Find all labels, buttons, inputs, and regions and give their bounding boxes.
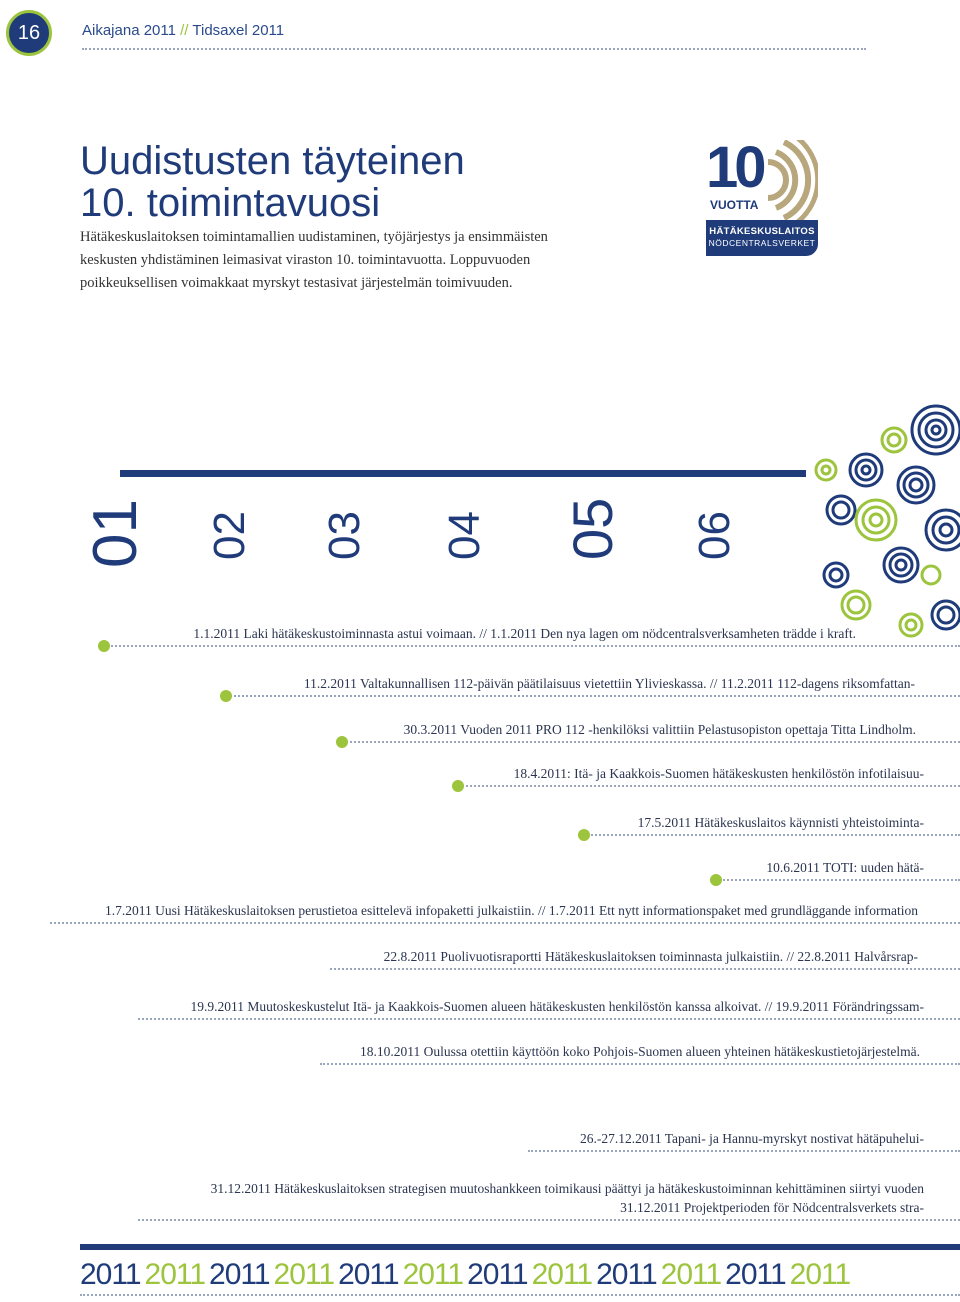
- year-label: 2011: [338, 1258, 399, 1291]
- bottom-bar: [80, 1244, 960, 1250]
- intro-paragraph: Hätäkeskuslaitoksen toimintamallien uudistaminen, työjärjestys ja ensimmäisten keskusten yhdistäminen leimasivat viraston 10. toimintavuotta. Loppuvuoden poikkeuksellisen voimakkaat myrskyt testasivat järjestelmän toimivuuden.: [80, 229, 548, 291]
- timeline-rule: [584, 834, 960, 836]
- running-title-sv: Tidsaxel 2011: [192, 22, 285, 39]
- timeline-rule: [320, 1063, 960, 1065]
- timeline-entry: 22.8.2011 Puolivuotisraportti Hätäkeskuslaitoksen toiminnasta julkaistiin. // 22.8.2011 Halvårsrap-: [383, 949, 918, 964]
- timeline-dot: [710, 874, 722, 886]
- page-number-badge: [6, 10, 52, 56]
- page-title: [80, 140, 465, 224]
- timeline-tab-bar: [120, 470, 806, 477]
- timeline-entry: 1.7.2011 Uusi Hätäkeskuslaitoksen perustietoa esittelevä infopaketti julkaistiin. // 1.7.2011 Ett nytt informationspaket med grundläggande information: [105, 903, 918, 918]
- year-label: 2011: [402, 1258, 464, 1291]
- tab-02[interactable]: 02: [205, 511, 254, 560]
- timeline-rule: [138, 1219, 960, 1221]
- timeline-entry: 30.3.2011 Vuoden 2011 PRO 112 -henkilöksi valittiin Pelastusopiston opettaja Titta Lindholm.: [403, 722, 916, 737]
- timeline-dot: [452, 780, 464, 792]
- year-label: 2011: [660, 1258, 722, 1291]
- page-title-line-1: Uudistusten täyteinen: [80, 139, 465, 183]
- logo-number: 10: [706, 135, 763, 200]
- timeline-entry: 18.10.2011 Oulussa otettiin käyttöön koko Pohjois-Suomen alueen yhteinen hätäkeskustietojärjestelmä.: [359, 1044, 920, 1059]
- timeline-rule: [458, 785, 960, 787]
- bottom-divider: [80, 1294, 960, 1296]
- year-label: 2011: [725, 1258, 786, 1291]
- timeline-rule: [342, 741, 960, 743]
- logo-subtitle: VUOTTA: [710, 198, 759, 212]
- timeline-rule: [104, 645, 960, 647]
- timeline-entry: 31.12.2011 Projektperioden för Nödcentralsverkets stra-: [620, 1200, 924, 1215]
- running-header: [82, 22, 284, 39]
- year-label: 2011: [596, 1258, 657, 1291]
- year-label: 2011: [789, 1258, 851, 1291]
- logo-name-sv: NÖDCENTRALSVERKET: [708, 238, 816, 248]
- running-title-fi: Aikajana 2011: [82, 22, 176, 39]
- year-strip: [80, 1258, 854, 1292]
- year-label: 2011: [467, 1258, 528, 1291]
- tab-04[interactable]: 04: [440, 511, 489, 560]
- timeline-rule: [330, 968, 960, 970]
- year-label: 2011: [209, 1258, 270, 1291]
- timeline-entry: 18.4.2011: Itä- ja Kaakkois-Suomen hätäkeskusten henkilöstön infotilaisuu-: [513, 766, 924, 781]
- anniversary-logo: [706, 135, 818, 256]
- timeline-entry: 26.-27.12.2011 Tapani- ja Hannu-myrskyt nostivat hätäpuhelui-: [580, 1131, 924, 1146]
- timeline-dot: [220, 690, 232, 702]
- timeline-dot: [98, 640, 110, 652]
- year-label: 2011: [80, 1258, 141, 1291]
- year-label: 2011: [144, 1258, 206, 1291]
- timeline-entry: 10.6.2011 TOTI: uuden hätä-: [766, 860, 924, 875]
- timeline-rule: [50, 922, 960, 924]
- logo-name-fi: HÄTÄKESKUSLAITOS: [709, 226, 815, 237]
- timeline-entry: 19.9.2011 Muutoskeskustelut Itä- ja Kaakkois-Suomen alueen hätäkeskusten henkilöstön kanssa alkoivat. // 19.9.2011 Förändringssam-: [190, 999, 924, 1014]
- tab-06[interactable]: 06: [690, 511, 739, 560]
- timeline-dot: [578, 829, 590, 841]
- timeline-rule: [138, 1018, 960, 1020]
- year-label: 2011: [273, 1258, 335, 1291]
- page-title-line-2: 10. toimintavuosi: [80, 181, 381, 225]
- timeline-dot: [336, 736, 348, 748]
- header-divider: [82, 48, 866, 50]
- timeline-rule: [528, 1150, 960, 1152]
- timeline-entry: 31.12.2011 Hätäkeskuslaitoksen strategisen muutoshankkeen toimikausi päättyi ja hätäkeskustoiminnan kehittäminen siirtyi vuoden: [210, 1181, 924, 1196]
- logo-name-box: [706, 220, 818, 256]
- header-separator: //: [180, 22, 189, 39]
- timeline-entry: 17.5.2011 Hätäkeskuslaitos käynnisti yhteistoiminta-: [637, 815, 924, 830]
- tab-05[interactable]: 05: [561, 497, 624, 560]
- timeline-entry: 1.1.2011 Laki hätäkeskustoiminnasta astui voimaan. // 1.1.2011 Den nya lagen om nödcentralsverksamheten trädde i kraft.: [193, 626, 856, 641]
- page-number: 16: [17, 22, 41, 44]
- timeline-rule: [716, 879, 960, 881]
- timeline-rule: [226, 695, 960, 697]
- timeline-entry: 11.2.2011 Valtakunnallisen 112-päivän päätilaisuus vietettiin Ylivieskassa. // 11.2.2011 112-dagens riksomfattan-: [303, 676, 915, 691]
- concentric-circles-decoration: [806, 400, 960, 640]
- year-label: 2011: [531, 1258, 593, 1291]
- tab-03[interactable]: 03: [320, 511, 369, 560]
- tab-01[interactable]: 01: [81, 499, 150, 568]
